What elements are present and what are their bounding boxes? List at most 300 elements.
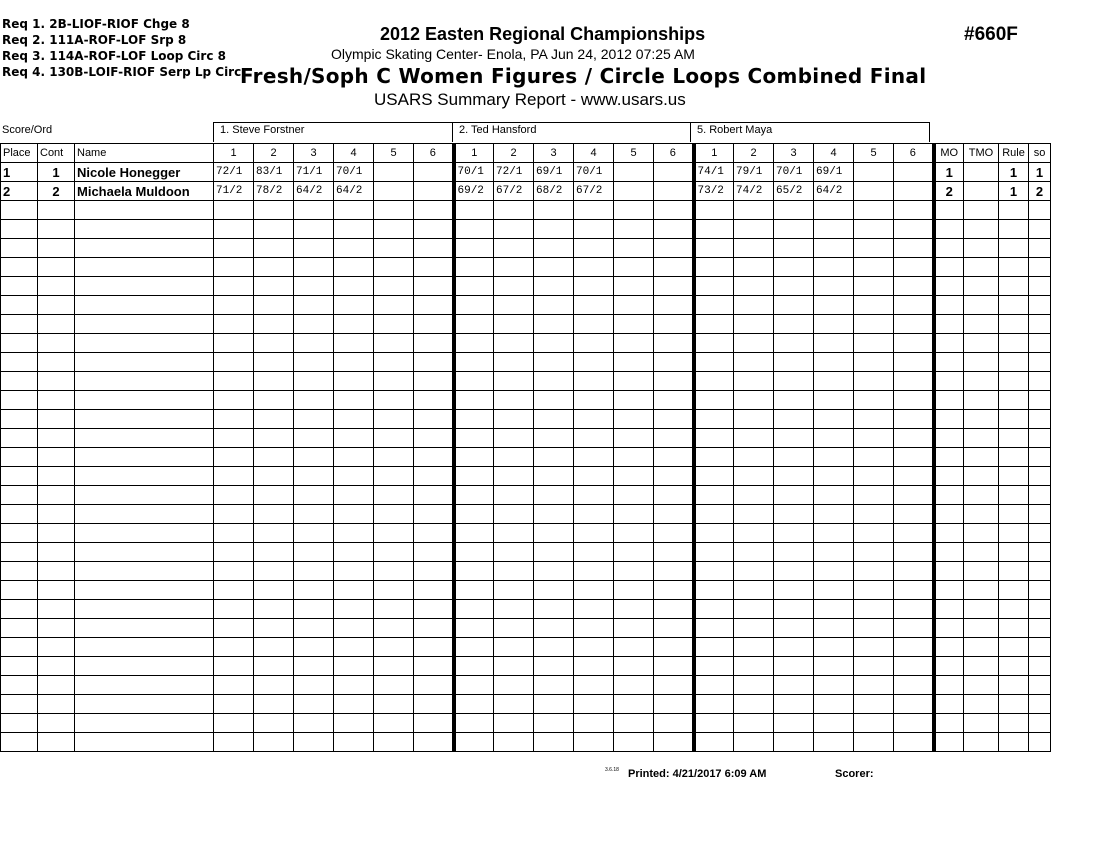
empty-cell bbox=[254, 562, 294, 581]
col-j1-mark-2: 2 bbox=[254, 144, 294, 163]
empty-cell bbox=[414, 410, 454, 429]
empty-cell bbox=[1029, 448, 1051, 467]
empty-cell bbox=[894, 391, 934, 410]
empty-cell bbox=[614, 239, 654, 258]
empty-cell bbox=[734, 239, 774, 258]
empty-cell bbox=[294, 334, 334, 353]
empty-cell bbox=[999, 220, 1029, 239]
empty-cell bbox=[734, 733, 774, 752]
empty-cell bbox=[854, 353, 894, 372]
empty-cell bbox=[694, 239, 734, 258]
empty-cell bbox=[894, 258, 934, 277]
empty-cell bbox=[334, 334, 374, 353]
empty-cell bbox=[999, 467, 1029, 486]
empty-cell bbox=[414, 695, 454, 714]
empty-cell bbox=[1029, 201, 1051, 220]
empty-cell bbox=[254, 239, 294, 258]
empty-cell bbox=[814, 315, 854, 334]
empty-cell bbox=[774, 410, 814, 429]
empty-cell bbox=[694, 562, 734, 581]
empty-cell bbox=[854, 429, 894, 448]
empty-cell bbox=[75, 524, 214, 543]
empty-row bbox=[1, 733, 1051, 752]
empty-cell bbox=[414, 429, 454, 448]
empty-cell bbox=[374, 543, 414, 562]
empty-cell bbox=[774, 258, 814, 277]
empty-cell bbox=[614, 220, 654, 239]
empty-cell bbox=[694, 695, 734, 714]
column-header-row bbox=[1, 144, 1051, 163]
empty-cell bbox=[374, 239, 414, 258]
empty-row bbox=[1, 505, 1051, 524]
empty-cell bbox=[254, 315, 294, 334]
empty-cell bbox=[734, 277, 774, 296]
empty-cell bbox=[654, 467, 694, 486]
venue-date: Olympic Skating Center- Enola, PA Jun 24, 2012 07:25 AM bbox=[331, 46, 695, 62]
empty-cell bbox=[374, 220, 414, 239]
empty-cell bbox=[934, 296, 964, 315]
empty-cell bbox=[854, 619, 894, 638]
empty-cell bbox=[1, 448, 38, 467]
empty-cell bbox=[334, 201, 374, 220]
empty-cell bbox=[254, 676, 294, 695]
empty-cell bbox=[854, 714, 894, 733]
judge-2-mark-cell bbox=[654, 163, 694, 182]
empty-cell bbox=[999, 410, 1029, 429]
empty-cell bbox=[894, 619, 934, 638]
empty-cell bbox=[494, 733, 534, 752]
judge-1-mark-cell bbox=[374, 182, 414, 201]
empty-cell bbox=[1, 239, 38, 258]
empty-cell bbox=[214, 429, 254, 448]
empty-cell bbox=[254, 448, 294, 467]
empty-cell bbox=[999, 524, 1029, 543]
judge-2-mark-cell: 72/1 bbox=[494, 163, 534, 182]
empty-cell bbox=[454, 258, 494, 277]
empty-cell bbox=[374, 600, 414, 619]
empty-cell bbox=[534, 239, 574, 258]
empty-cell bbox=[694, 524, 734, 543]
empty-cell bbox=[1029, 695, 1051, 714]
empty-cell bbox=[75, 600, 214, 619]
empty-cell bbox=[934, 258, 964, 277]
empty-row bbox=[1, 581, 1051, 600]
empty-row bbox=[1, 448, 1051, 467]
empty-cell bbox=[75, 372, 214, 391]
empty-cell bbox=[214, 372, 254, 391]
empty-cell bbox=[654, 619, 694, 638]
empty-cell bbox=[334, 676, 374, 695]
empty-cell bbox=[574, 581, 614, 600]
empty-cell bbox=[75, 448, 214, 467]
empty-cell bbox=[374, 524, 414, 543]
empty-cell bbox=[774, 467, 814, 486]
empty-cell bbox=[894, 315, 934, 334]
empty-cell bbox=[964, 619, 999, 638]
empty-cell bbox=[454, 600, 494, 619]
empty-cell bbox=[374, 733, 414, 752]
empty-cell bbox=[654, 220, 694, 239]
empty-cell bbox=[1029, 353, 1051, 372]
empty-cell bbox=[214, 239, 254, 258]
empty-cell bbox=[294, 277, 334, 296]
judge-2-mark-cell: 70/1 bbox=[574, 163, 614, 182]
empty-cell bbox=[814, 353, 854, 372]
empty-cell bbox=[38, 467, 75, 486]
empty-cell bbox=[334, 562, 374, 581]
judge-2-mark-cell: 69/2 bbox=[454, 182, 494, 201]
empty-cell bbox=[374, 277, 414, 296]
empty-cell bbox=[814, 714, 854, 733]
judge-1-mark-cell: 78/2 bbox=[254, 182, 294, 201]
empty-cell bbox=[774, 296, 814, 315]
empty-cell bbox=[1, 258, 38, 277]
empty-cell bbox=[734, 258, 774, 277]
empty-cell bbox=[1, 676, 38, 695]
empty-cell bbox=[694, 714, 734, 733]
empty-cell bbox=[214, 714, 254, 733]
empty-cell bbox=[694, 638, 734, 657]
empty-cell bbox=[334, 239, 374, 258]
summary-table bbox=[0, 143, 1051, 752]
empty-cell bbox=[214, 353, 254, 372]
empty-cell bbox=[774, 657, 814, 676]
col-j2-mark-2: 2 bbox=[494, 144, 534, 163]
empty-cell bbox=[814, 638, 854, 657]
empty-cell bbox=[1029, 486, 1051, 505]
empty-cell bbox=[894, 486, 934, 505]
empty-cell bbox=[934, 201, 964, 220]
empty-cell bbox=[774, 562, 814, 581]
empty-cell bbox=[574, 638, 614, 657]
empty-cell bbox=[614, 524, 654, 543]
empty-cell bbox=[454, 581, 494, 600]
empty-cell bbox=[614, 562, 654, 581]
empty-cell bbox=[454, 296, 494, 315]
empty-cell bbox=[814, 277, 854, 296]
col-j1-mark-3: 3 bbox=[294, 144, 334, 163]
empty-cell bbox=[964, 486, 999, 505]
empty-cell bbox=[964, 543, 999, 562]
judge-1-mark-cell: 72/1 bbox=[214, 163, 254, 182]
empty-cell bbox=[854, 220, 894, 239]
empty-cell bbox=[374, 505, 414, 524]
empty-cell bbox=[374, 391, 414, 410]
empty-cell bbox=[694, 657, 734, 676]
empty-cell bbox=[654, 600, 694, 619]
empty-cell bbox=[534, 676, 574, 695]
empty-cell bbox=[964, 676, 999, 695]
empty-cell bbox=[654, 638, 694, 657]
empty-cell bbox=[654, 657, 694, 676]
empty-cell bbox=[614, 714, 654, 733]
empty-cell bbox=[494, 429, 534, 448]
empty-cell bbox=[75, 486, 214, 505]
empty-cell bbox=[294, 581, 334, 600]
empty-cell bbox=[214, 277, 254, 296]
empty-row bbox=[1, 429, 1051, 448]
empty-cell bbox=[654, 334, 694, 353]
empty-cell bbox=[934, 733, 964, 752]
empty-cell bbox=[964, 657, 999, 676]
empty-cell bbox=[614, 467, 654, 486]
empty-cell bbox=[964, 714, 999, 733]
judge-2-mark-cell bbox=[614, 163, 654, 182]
empty-cell bbox=[294, 676, 334, 695]
empty-cell bbox=[694, 334, 734, 353]
empty-cell bbox=[999, 201, 1029, 220]
empty-cell bbox=[574, 410, 614, 429]
empty-cell bbox=[534, 201, 574, 220]
empty-cell bbox=[534, 562, 574, 581]
empty-cell bbox=[494, 448, 534, 467]
empty-cell bbox=[254, 543, 294, 562]
judge-3-mark-cell: 64/2 bbox=[814, 182, 854, 201]
empty-cell bbox=[214, 619, 254, 638]
empty-cell bbox=[854, 676, 894, 695]
empty-cell bbox=[734, 467, 774, 486]
empty-cell bbox=[654, 676, 694, 695]
empty-cell bbox=[414, 448, 454, 467]
empty-cell bbox=[1, 372, 38, 391]
empty-cell bbox=[614, 296, 654, 315]
empty-cell bbox=[574, 543, 614, 562]
empty-cell bbox=[774, 486, 814, 505]
empty-cell bbox=[75, 467, 214, 486]
empty-cell bbox=[614, 638, 654, 657]
empty-cell bbox=[75, 676, 214, 695]
col-j1-mark-4: 4 bbox=[334, 144, 374, 163]
empty-cell bbox=[75, 391, 214, 410]
mo-cell: 2 bbox=[934, 182, 964, 201]
empty-cell bbox=[814, 543, 854, 562]
rule-cell: 1 bbox=[999, 182, 1029, 201]
empty-cell bbox=[1, 315, 38, 334]
empty-cell bbox=[934, 391, 964, 410]
empty-cell bbox=[999, 638, 1029, 657]
empty-cell bbox=[534, 429, 574, 448]
empty-cell bbox=[694, 410, 734, 429]
empty-cell bbox=[694, 600, 734, 619]
empty-cell bbox=[414, 524, 454, 543]
empty-cell bbox=[934, 277, 964, 296]
col-rule: Rule bbox=[999, 144, 1029, 163]
empty-cell bbox=[964, 448, 999, 467]
empty-cell bbox=[694, 581, 734, 600]
empty-cell bbox=[694, 391, 734, 410]
empty-cell bbox=[494, 562, 534, 581]
empty-cell bbox=[1029, 581, 1051, 600]
empty-cell bbox=[254, 524, 294, 543]
empty-cell bbox=[454, 315, 494, 334]
empty-cell bbox=[654, 391, 694, 410]
empty-cell bbox=[254, 334, 294, 353]
empty-cell bbox=[1, 220, 38, 239]
document-title: 2012 Easten Regional Championships bbox=[380, 24, 706, 44]
empty-cell bbox=[254, 353, 294, 372]
empty-cell bbox=[734, 657, 774, 676]
empty-cell bbox=[934, 657, 964, 676]
so-cell: 1 bbox=[1029, 163, 1051, 182]
empty-cell bbox=[1, 714, 38, 733]
empty-row bbox=[1, 353, 1051, 372]
name-cell: Nicole Honegger bbox=[75, 163, 214, 182]
empty-cell bbox=[454, 714, 494, 733]
empty-cell bbox=[934, 372, 964, 391]
tmo-cell bbox=[964, 182, 999, 201]
empty-cell bbox=[38, 296, 75, 315]
empty-cell bbox=[75, 410, 214, 429]
empty-cell bbox=[294, 448, 334, 467]
judge-3-mark-cell: 74/2 bbox=[734, 182, 774, 201]
empty-cell bbox=[774, 315, 814, 334]
empty-cell bbox=[254, 486, 294, 505]
empty-cell bbox=[964, 467, 999, 486]
empty-cell bbox=[534, 543, 574, 562]
empty-cell bbox=[454, 239, 494, 258]
judge-3-mark-cell: 74/1 bbox=[694, 163, 734, 182]
empty-cell bbox=[614, 315, 654, 334]
empty-cell bbox=[1029, 391, 1051, 410]
empty-cell bbox=[1029, 372, 1051, 391]
empty-cell bbox=[374, 296, 414, 315]
empty-cell bbox=[494, 676, 534, 695]
empty-cell bbox=[894, 448, 934, 467]
empty-cell bbox=[814, 220, 854, 239]
empty-cell bbox=[894, 429, 934, 448]
empty-cell bbox=[934, 562, 964, 581]
empty-cell bbox=[854, 277, 894, 296]
empty-cell bbox=[494, 581, 534, 600]
empty-cell bbox=[534, 714, 574, 733]
empty-cell bbox=[574, 334, 614, 353]
empty-cell bbox=[694, 676, 734, 695]
empty-cell bbox=[214, 581, 254, 600]
empty-cell bbox=[854, 315, 894, 334]
empty-cell bbox=[734, 220, 774, 239]
empty-cell bbox=[654, 505, 694, 524]
empty-cell bbox=[534, 220, 574, 239]
empty-cell bbox=[334, 695, 374, 714]
event-number: #660F bbox=[964, 24, 1018, 45]
empty-cell bbox=[1, 486, 38, 505]
empty-cell bbox=[75, 296, 214, 315]
empty-cell bbox=[814, 391, 854, 410]
empty-cell bbox=[774, 334, 814, 353]
empty-cell bbox=[854, 600, 894, 619]
empty-cell bbox=[654, 201, 694, 220]
empty-cell bbox=[614, 581, 654, 600]
empty-cell bbox=[534, 353, 574, 372]
empty-cell bbox=[574, 296, 614, 315]
empty-cell bbox=[414, 258, 454, 277]
empty-cell bbox=[38, 448, 75, 467]
empty-cell bbox=[654, 258, 694, 277]
empty-row bbox=[1, 486, 1051, 505]
judge-1-mark-cell bbox=[414, 182, 454, 201]
empty-cell bbox=[414, 372, 454, 391]
empty-cell bbox=[1, 277, 38, 296]
empty-cell bbox=[774, 220, 814, 239]
empty-cell bbox=[1029, 676, 1051, 695]
empty-row bbox=[1, 638, 1051, 657]
empty-cell bbox=[494, 638, 534, 657]
empty-cell bbox=[574, 467, 614, 486]
empty-row bbox=[1, 239, 1051, 258]
empty-cell bbox=[654, 543, 694, 562]
empty-cell bbox=[999, 334, 1029, 353]
printed-timestamp: Printed: 4/21/2017 6:09 AM bbox=[628, 768, 767, 780]
empty-cell bbox=[38, 600, 75, 619]
empty-cell bbox=[654, 524, 694, 543]
empty-cell bbox=[814, 467, 854, 486]
so-cell: 2 bbox=[1029, 182, 1051, 201]
empty-cell bbox=[934, 334, 964, 353]
table-row bbox=[1, 163, 1051, 182]
empty-cell bbox=[694, 486, 734, 505]
empty-cell bbox=[454, 410, 494, 429]
empty-cell bbox=[1, 429, 38, 448]
empty-cell bbox=[454, 657, 494, 676]
empty-cell bbox=[534, 600, 574, 619]
empty-cell bbox=[854, 657, 894, 676]
empty-cell bbox=[964, 695, 999, 714]
empty-cell bbox=[38, 581, 75, 600]
empty-cell bbox=[75, 258, 214, 277]
empty-cell bbox=[334, 410, 374, 429]
empty-cell bbox=[214, 600, 254, 619]
empty-cell bbox=[654, 277, 694, 296]
empty-cell bbox=[75, 543, 214, 562]
empty-cell bbox=[854, 448, 894, 467]
empty-cell bbox=[999, 296, 1029, 315]
place-cell: 2 bbox=[1, 182, 38, 201]
empty-cell bbox=[414, 676, 454, 695]
empty-cell bbox=[894, 638, 934, 657]
empty-cell bbox=[854, 410, 894, 429]
judge-1-mark-cell: 70/1 bbox=[334, 163, 374, 182]
empty-cell bbox=[574, 657, 614, 676]
empty-cell bbox=[574, 315, 614, 334]
empty-cell bbox=[1029, 714, 1051, 733]
empty-cell bbox=[454, 353, 494, 372]
empty-cell bbox=[894, 505, 934, 524]
empty-cell bbox=[38, 334, 75, 353]
empty-cell bbox=[854, 258, 894, 277]
judge-3-mark-cell bbox=[894, 182, 934, 201]
empty-cell bbox=[574, 714, 614, 733]
empty-cell bbox=[38, 220, 75, 239]
empty-cell bbox=[374, 714, 414, 733]
empty-cell bbox=[964, 315, 999, 334]
empty-cell bbox=[294, 505, 334, 524]
empty-cell bbox=[294, 353, 334, 372]
empty-cell bbox=[75, 277, 214, 296]
empty-cell bbox=[1, 581, 38, 600]
empty-cell bbox=[494, 239, 534, 258]
empty-cell bbox=[1029, 733, 1051, 752]
empty-cell bbox=[964, 391, 999, 410]
empty-cell bbox=[854, 638, 894, 657]
empty-cell bbox=[964, 372, 999, 391]
empty-cell bbox=[494, 505, 534, 524]
empty-cell bbox=[814, 733, 854, 752]
empty-cell bbox=[999, 239, 1029, 258]
empty-cell bbox=[254, 600, 294, 619]
empty-cell bbox=[614, 391, 654, 410]
tmo-cell bbox=[964, 163, 999, 182]
empty-cell bbox=[534, 372, 574, 391]
